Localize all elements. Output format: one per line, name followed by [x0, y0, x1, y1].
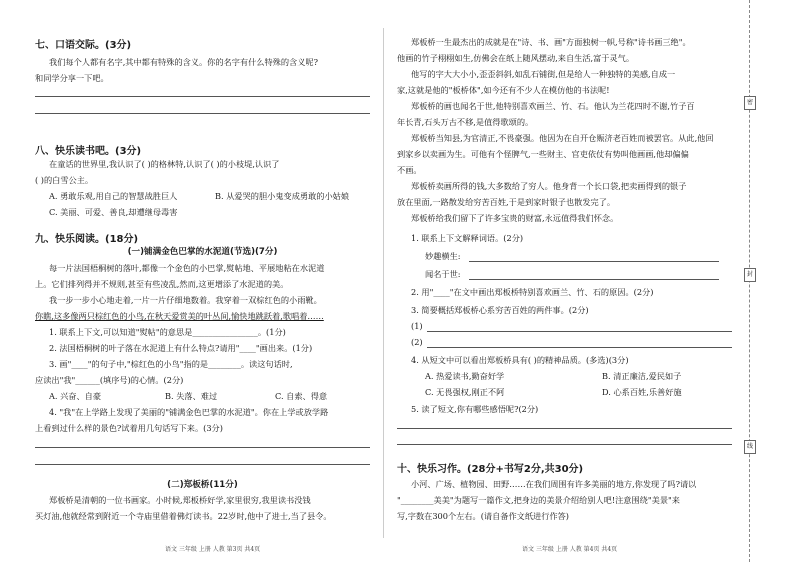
page-divider [383, 28, 384, 538]
right-question-2: 2. 用"____"在文中画出郑板桥特别喜欢画兰、竹、石的原因。(2分) [411, 287, 654, 297]
section-8-text: 在童话的世界里,我认识了( )的格林特,认识了( )的小枝堤,认识了 [49, 159, 280, 169]
question-1: 1. 联系上下文,可以知道"熨帖"的意思是________________。(1分) [49, 327, 286, 337]
section-10-text: "________美美"为题写一篇作文,把身边的美景介绍给别人吧!注意围绕"美景"来 [397, 495, 680, 505]
passage-2-text: 郑板桥卖画所得的钱,大多数给了穷人。他身背一个长口袋,把卖画得到的银子 [411, 181, 687, 191]
answer-line[interactable] [397, 444, 732, 445]
page-footer: 语文 三年级 上册 人教 第3页 共4页 [165, 546, 261, 553]
q3-option-b: B. 失落、难过 [165, 391, 218, 401]
spine-mark: 封 [744, 268, 756, 282]
answer-line[interactable] [469, 279, 719, 280]
section-10-title: 十、快乐习作。(28分+书写2分,共30分) [397, 464, 584, 475]
passage-2-text: 他画的竹子栩栩如生,仿佛会在纸上随风摆动,来自生活,富于灵气。 [397, 53, 635, 63]
item-label: (2) [411, 337, 423, 347]
word-label: 妙趣横生: [425, 251, 461, 261]
spine-mark: 密 [744, 96, 756, 110]
question-4: 4. "我"在上学路上发现了美丽的"铺满金色巴掌的水泥道"。你在上学或放学路 [49, 407, 329, 417]
section-7-title: 七、口语交际。(3分) [35, 40, 132, 51]
option-b: B. 从爱哭的胆小鬼变成勇敢的小姑娘 [215, 191, 350, 201]
passage-1-text: 每一片法国梧桐树的落叶,都像一个金色的小巴掌,熨帖地、平展地粘在水泥道 [49, 263, 325, 273]
spine-mark: 线 [744, 440, 756, 454]
answer-line[interactable] [35, 464, 370, 465]
word-label: 闻名于世: [425, 269, 461, 279]
q3-option-c: C. 自索、得意 [275, 391, 328, 401]
answer-line[interactable] [35, 96, 370, 97]
right-question-3: 3. 简要概括郑板桥心系穷苦百姓的两件事。(2分) [411, 305, 589, 315]
answer-line[interactable] [427, 347, 732, 348]
right-question-1: 1. 联系上下文解释词语。(2分) [411, 233, 524, 243]
passage-2-text: 到家乡以卖画为生。可他有个怪脾气,一些财主、官吏依仗有势叫他画画,他却偏偏 [397, 149, 689, 159]
passage-1-underlined: 你瞧,这多像两只棕红色的小鸟,在秋天爱赏美的叶丛间,愉快地跳跃着,歌唱着…… [35, 311, 324, 321]
question-2: 2. 法国梧桐树的叶子落在水泥道上有什么特点?请用"____"画出来。(1分) [49, 343, 313, 353]
section-9-title: 九、快乐阅读。(18分) [35, 234, 139, 245]
passage-1-title: (一)铺满金色巴掌的水泥道(节选)(7分) [127, 247, 278, 257]
q3-option-a: A. 兴奋、自豪 [49, 391, 102, 401]
passage-1-text: 上。它们排列得并不规则,甚至有些凌乱,然而,这更增添了水泥道的美。 [35, 279, 289, 289]
section-10-text: 小河、广场、植物园、田野……在我们周围有许多美丽的地方,你发现了吗?请以 [411, 479, 697, 489]
answer-line[interactable] [427, 331, 732, 332]
passage-2-text: 年长青,石头万古不移,是值得歌颂的。 [397, 117, 534, 127]
q4-option-a: A. 热爱读书,勤奋好学 [425, 371, 505, 381]
passage-2-text: 家,这就是他的"板桥体",如今还有不少人在模仿他的书法呢! [397, 85, 610, 95]
passage-2-text: 放在里面,一路散发给穷苦百姓,于是到家时银子也散发完了。 [397, 197, 616, 207]
item-label: (1) [411, 321, 423, 331]
question-3: 3. 画"____"的句子中,"棕红色的小鸟"指的是________。读这句话时, [49, 359, 293, 369]
answer-line[interactable] [35, 447, 370, 448]
question-3: 应读出"我"______(填序号)的心情。(2分) [35, 375, 184, 385]
q4-option-c: C. 无畏强权,刚正不阿 [425, 387, 505, 397]
answer-line[interactable] [397, 428, 732, 429]
answer-line[interactable] [35, 113, 370, 114]
answer-line[interactable] [469, 261, 719, 262]
passage-2-text: 郑板桥的画也闻名于世,他特别喜欢画兰、竹、石。他认为兰花四时不谢,竹子百 [411, 101, 695, 111]
question-4: 上看到过什么样的景色?试着用几句话写下来。(3分) [35, 423, 223, 433]
right-question-5: 5. 读了短文,你有哪些感悟呢?(2分) [411, 404, 539, 414]
passage-2-text: 他写的字大大小小,歪歪斜斜,如乱石铺街,但是给人一种独特的美感,自成一 [411, 69, 676, 79]
q4-option-d: D. 心系百姓,乐善好施 [602, 387, 682, 397]
passage-2-title: (二)郑板桥(11分) [167, 480, 238, 490]
option-c: C. 美丽、可爱、善良,却遭继母毒害 [49, 207, 178, 217]
section-8-text: ( )的白雪公主。 [35, 175, 94, 185]
q4-option-b: B. 清正廉洁,爱民如子 [602, 371, 682, 381]
section-10-text: 写,字数在300个左右。(请自备作文纸进行作答) [397, 511, 569, 521]
page-footer: 语文 三年级 上册 人教 第4页 共4页 [522, 546, 618, 553]
option-a: A. 勇敢乐观,用自己的智慧战胜巨人 [49, 191, 178, 201]
binding-spine [743, 0, 755, 562]
passage-2-text: 买灯油,他就经常到附近一个寺庙里借着佛灯读书。22岁时,他中了进士,当了县令。 [35, 511, 332, 521]
passage-2-text: 郑板桥一生最杰出的成就是在"诗、书、画"方面独树一帜,号称"诗书画三绝"。 [411, 37, 691, 47]
passage-2-text: 不画。 [397, 165, 422, 175]
passage-2-text: 郑板桥给我们留下了许多宝贵的财富,永远值得我们怀念。 [411, 213, 619, 223]
section-8-title: 八、快乐读书吧。(3分) [35, 146, 142, 157]
passage-2-text: 郑板桥是清朝的一位书画家。小时候,郑板桥好学,家里很穷,我里读书没钱 [49, 495, 311, 505]
right-question-4: 4. 从短文中可以看出郑板桥具有( )的精神品质。(多选)(3分) [411, 355, 629, 365]
passage-1-text: 我一步一步小心地走着,一片一片仔细地数着。我穿着一双棕红色的小雨靴。 [49, 295, 322, 305]
passage-2-text: 郑板桥当知县,为官清正,不畏豪强。他因为在自开仓赈济老百姓而被罢官。从此,他回 [411, 133, 714, 143]
section-7-text: 和同学分享一下吧。 [35, 73, 109, 83]
section-7-text: 我们每个人都有名字,其中都有特殊的含义。你的名字有什么特殊的含义呢? [49, 57, 318, 67]
